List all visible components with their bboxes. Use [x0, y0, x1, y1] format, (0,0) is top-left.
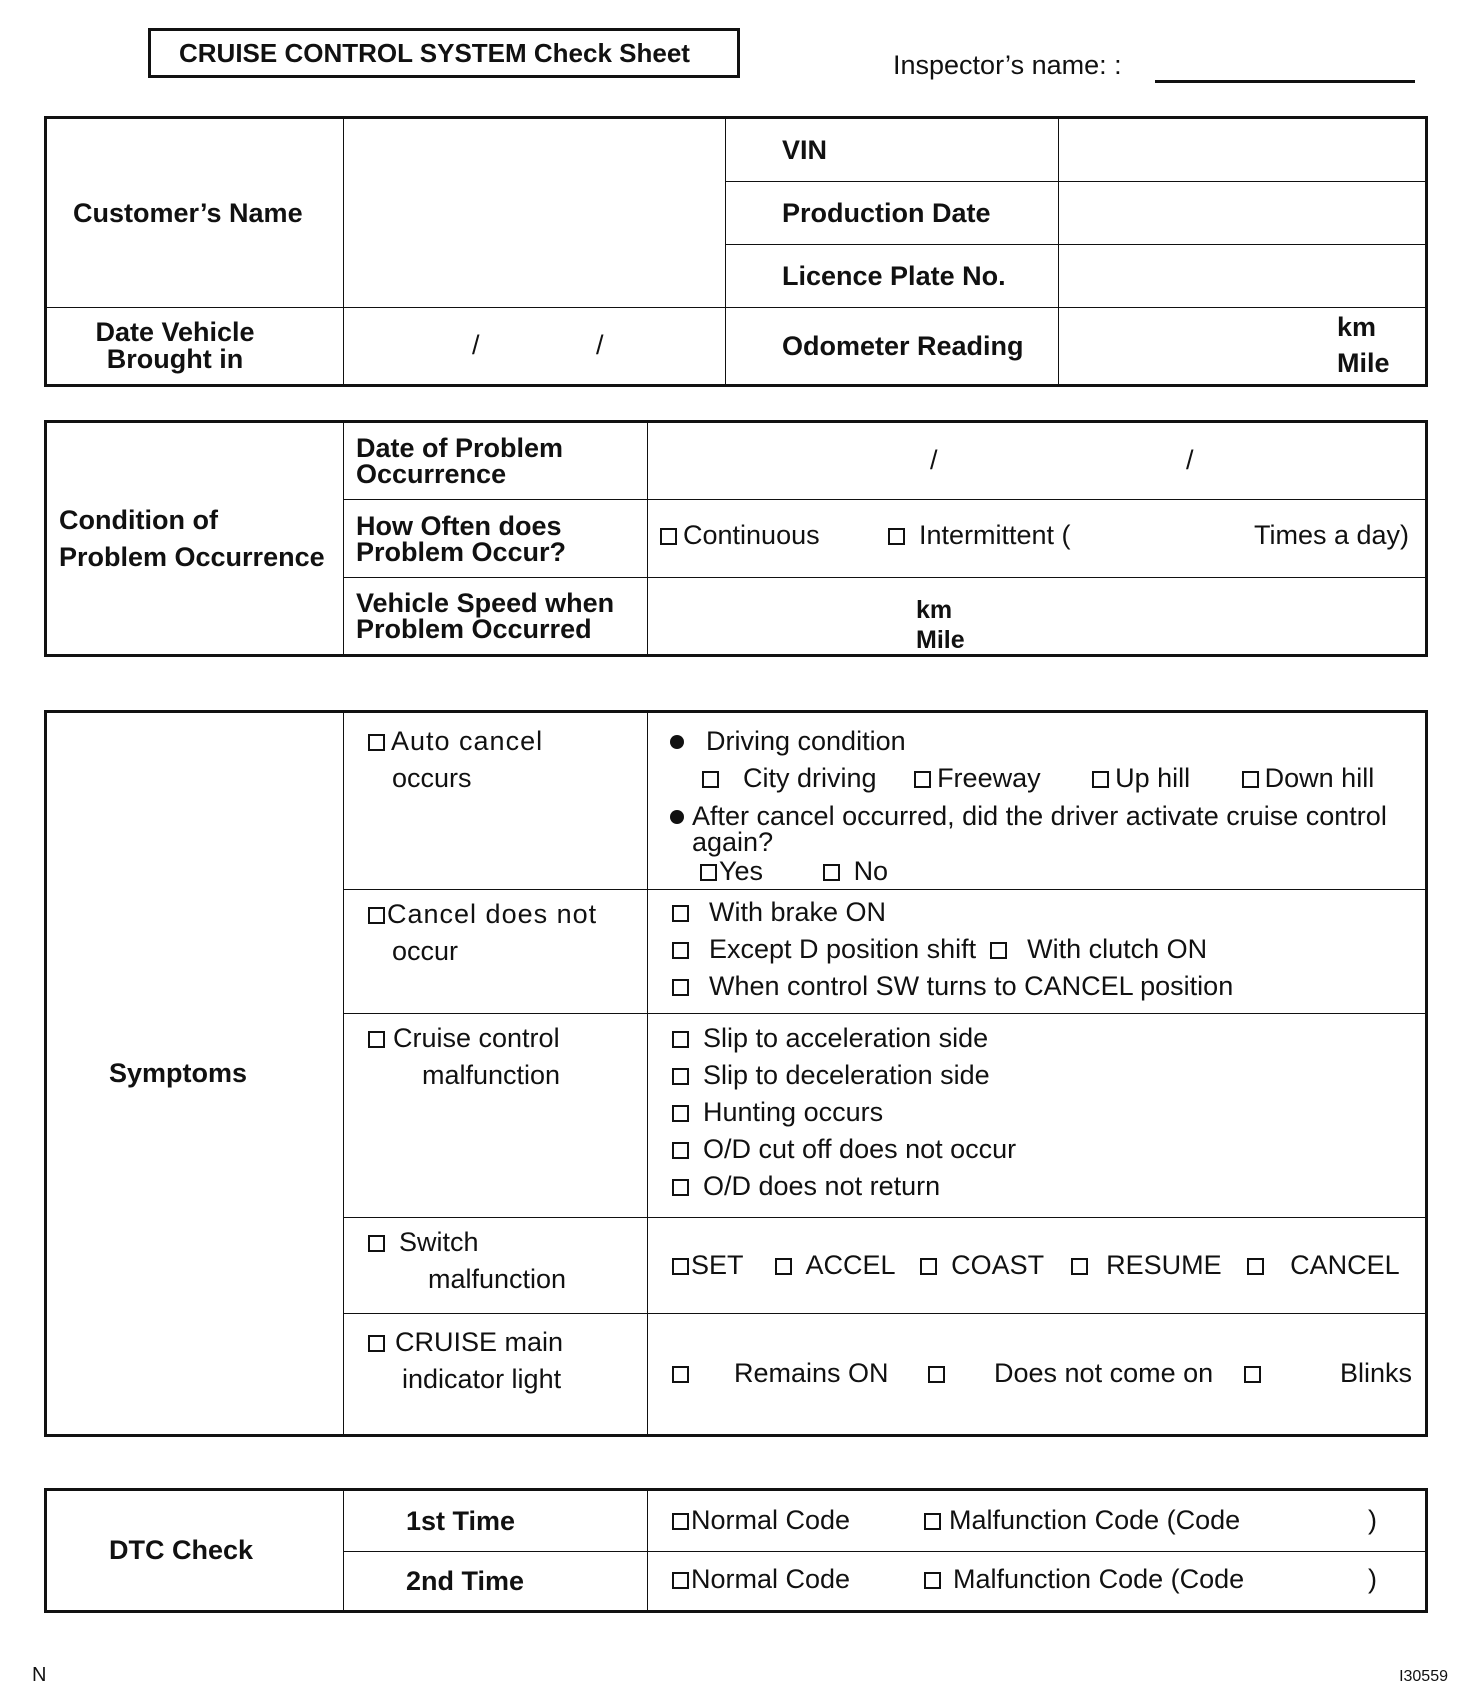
checkbox[interactable] — [823, 864, 840, 881]
dtc-check-table — [44, 1488, 1428, 1613]
checkbox[interactable] — [924, 1513, 941, 1530]
checkbox[interactable] — [368, 1031, 385, 1048]
clutch-on-label: With clutch ON — [1027, 934, 1208, 964]
auto-cancel-label-line1: Auto cancel — [391, 726, 544, 756]
switch-malfunction-option[interactable] — [344, 1218, 648, 1314]
checkbox[interactable] — [368, 1335, 385, 1352]
malfunction-code-option[interactable] — [924, 1564, 1244, 1595]
intermittent-option[interactable] — [888, 520, 1071, 551]
odometer-field[interactable] — [1059, 308, 1427, 386]
vin-field[interactable] — [1059, 118, 1427, 182]
cancel-not-occur-label-line2: occur — [392, 936, 459, 966]
switch-coast-label: COAST — [951, 1250, 1044, 1280]
production-date-label: Production Date — [726, 182, 1059, 245]
condition-label-line1: Condition of — [59, 504, 218, 535]
inspector-name-field[interactable] — [1155, 80, 1415, 83]
malfunction-code-option[interactable] — [924, 1505, 1240, 1536]
blinks-label: Blinks — [1340, 1358, 1413, 1388]
checkbox[interactable] — [672, 905, 689, 922]
switch-options — [648, 1218, 1427, 1314]
checkbox[interactable] — [672, 1068, 689, 1085]
remains-on-label: Remains ON — [734, 1358, 889, 1388]
od-return-label: O/D does not return — [703, 1171, 941, 1201]
checkbox[interactable] — [368, 1235, 385, 1252]
condition-label-line2: Problem Occurrence — [59, 541, 325, 572]
slip-decel-label: Slip to deceleration side — [703, 1060, 990, 1090]
indicator-light-option[interactable] — [344, 1314, 648, 1436]
checkbox[interactable] — [1071, 1258, 1088, 1275]
checkbox[interactable] — [702, 771, 719, 788]
cc-malfunction-label-line2: malfunction — [422, 1060, 561, 1090]
problem-date-label-line2: Occurrence — [356, 459, 507, 489]
dtc-first-time-options — [648, 1490, 1427, 1552]
checkbox[interactable] — [368, 907, 385, 924]
date-separator: / — [596, 330, 604, 360]
inspector-name-label: Inspector’s name: : — [893, 50, 1122, 80]
date-brought-label-line1: Date Vehicle — [95, 317, 255, 347]
how-often-label-line1: How Often does — [356, 510, 562, 541]
checkbox[interactable] — [928, 1366, 945, 1383]
production-date-field[interactable] — [1059, 182, 1427, 245]
speed-unit-km: km — [916, 596, 953, 624]
malfunction-code-label: Malfunction Code (Code — [949, 1505, 1241, 1535]
checkbox[interactable] — [914, 771, 931, 788]
date-separator: / — [472, 330, 480, 360]
date-separator: / — [1186, 445, 1194, 475]
switch-cancel-label: CANCEL — [1290, 1250, 1400, 1280]
problem-date-label — [344, 422, 648, 500]
customer-info-table — [44, 116, 1428, 387]
normal-code-label: Normal Code — [691, 1505, 851, 1535]
customer-name-field[interactable] — [344, 118, 726, 308]
how-often-field — [648, 500, 1427, 578]
continuous-label: Continuous — [683, 520, 820, 550]
checkbox[interactable] — [672, 1031, 689, 1048]
odometer-unit-mile: Mile — [1337, 348, 1390, 378]
customer-name-label: Customer’s Name — [46, 118, 344, 308]
bullet-icon — [670, 810, 684, 824]
up-hill-label: Up hill — [1115, 763, 1191, 793]
switch-set-label: SET — [691, 1250, 744, 1280]
after-cancel-question-line2: again? — [692, 827, 774, 857]
does-not-come-on-label: Does not come on — [994, 1358, 1214, 1388]
dtc-section-label: DTC Check — [46, 1490, 344, 1612]
hunting-label: Hunting occurs — [703, 1097, 884, 1127]
vehicle-speed-field[interactable] — [648, 578, 1427, 656]
sheet-title: CRUISE CONTROL SYSTEM Check Sheet — [148, 28, 740, 78]
symptoms-table — [44, 710, 1428, 1437]
checkbox[interactable] — [672, 1513, 689, 1530]
bullet-icon — [670, 735, 684, 749]
corner-letter: N — [32, 1664, 47, 1686]
licence-plate-field[interactable] — [1059, 245, 1427, 308]
date-separator: / — [930, 445, 938, 475]
checkbox[interactable] — [1092, 771, 1109, 788]
checkbox[interactable] — [368, 734, 385, 751]
checkbox[interactable] — [672, 1179, 689, 1196]
switch-malfunction-label-line2: malfunction — [428, 1264, 567, 1294]
switch-accel-label: ACCEL — [805, 1250, 895, 1280]
dtc-second-time-label: 2nd Time — [344, 1552, 648, 1612]
cancel-not-occur-details — [648, 890, 1427, 1014]
cancel-not-occur-label-line1: Cancel does not — [387, 899, 598, 929]
driving-condition-label: Driving condition — [706, 726, 906, 756]
after-cancel-question-line1: After cancel occurred, did the driver activate cruise control — [692, 801, 1387, 831]
checkbox[interactable] — [920, 1258, 937, 1275]
date-brought-label-line2: Brought in — [106, 344, 244, 374]
normal-code-option[interactable] — [672, 1564, 850, 1595]
date-brought-field[interactable] — [344, 308, 726, 386]
how-often-label — [344, 500, 648, 578]
except-d-shift-label: Except D position shift — [709, 934, 977, 964]
cancel-not-occur-option[interactable] — [344, 890, 648, 1014]
checkbox[interactable] — [672, 942, 689, 959]
figure-code: I30559 — [1399, 1668, 1448, 1685]
normal-code-option[interactable] — [672, 1505, 850, 1536]
malfunction-code-close: ) — [1368, 1505, 1377, 1535]
dtc-second-time-options — [648, 1552, 1427, 1612]
checkbox[interactable] — [672, 1105, 689, 1122]
cc-malfunction-option[interactable] — [344, 1014, 648, 1218]
odometer-label: Odometer Reading — [726, 308, 1059, 386]
intermittent-label: Intermittent ( — [919, 520, 1071, 550]
checkbox[interactable] — [888, 528, 905, 545]
checkbox[interactable] — [672, 1142, 689, 1159]
malfunction-code-label: Malfunction Code (Code — [953, 1564, 1245, 1594]
freeway-label: Freeway — [937, 763, 1041, 793]
od-cutoff-label: O/D cut off does not occur — [703, 1134, 1017, 1164]
continuous-option[interactable] — [660, 520, 820, 551]
indicator-light-label-line2: indicator light — [402, 1364, 562, 1394]
switch-malfunction-label-line1: Switch — [399, 1227, 479, 1257]
problem-date-field[interactable] — [648, 422, 1427, 500]
times-a-day-label: Times a day) — [1254, 520, 1410, 550]
switch-resume-label: RESUME — [1106, 1250, 1222, 1280]
cc-malfunction-details — [648, 1014, 1427, 1218]
malfunction-code-close: ) — [1368, 1564, 1377, 1594]
licence-plate-label: Licence Plate No. — [726, 245, 1059, 308]
odometer-unit-km: km — [1337, 312, 1377, 342]
checkbox[interactable] — [700, 864, 717, 881]
how-often-label-line2: Problem Occur? — [356, 536, 567, 567]
vin-label: VIN — [726, 118, 1059, 182]
condition-section-label — [46, 422, 344, 656]
checkbox[interactable] — [672, 1258, 689, 1275]
vehicle-speed-label — [344, 578, 648, 656]
slip-accel-label: Slip to acceleration side — [703, 1023, 989, 1053]
auto-cancel-option[interactable] — [344, 712, 648, 890]
checkbox[interactable] — [660, 528, 677, 545]
checkbox[interactable] — [775, 1258, 792, 1275]
normal-code-label: Normal Code — [691, 1564, 851, 1594]
vehicle-speed-label-line2: Problem Occurred — [356, 614, 592, 644]
speed-unit-mile: Mile — [916, 626, 965, 654]
auto-cancel-label-line2: occurs — [392, 763, 472, 793]
checkbox[interactable] — [990, 942, 1007, 959]
down-hill-label: Down hill — [1264, 763, 1375, 793]
dtc-first-time-label: 1st Time — [344, 1490, 648, 1552]
yes-label: Yes — [719, 856, 764, 886]
checkbox[interactable] — [1242, 771, 1259, 788]
problem-date-label-line1: Date of Problem — [356, 433, 564, 463]
symptoms-section-label: Symptoms — [46, 712, 344, 1436]
condition-table — [44, 420, 1428, 657]
checkbox[interactable] — [672, 979, 689, 996]
checkbox[interactable] — [672, 1572, 689, 1589]
auto-cancel-details — [648, 712, 1427, 890]
city-driving-label: City driving — [743, 763, 877, 793]
checkbox[interactable] — [924, 1572, 941, 1589]
cc-malfunction-label-line1: Cruise control — [393, 1023, 560, 1053]
checkbox[interactable] — [1244, 1366, 1261, 1383]
indicator-light-label-line1: CRUISE main — [395, 1327, 564, 1357]
checkbox[interactable] — [1247, 1258, 1264, 1275]
brake-on-label: With brake ON — [709, 897, 887, 927]
checkbox[interactable] — [672, 1366, 689, 1383]
date-brought-label — [46, 308, 344, 386]
no-label: No — [853, 856, 889, 886]
control-sw-cancel-label: When control SW turns to CANCEL position — [709, 971, 1234, 1001]
indicator-light-options — [648, 1314, 1427, 1436]
vehicle-speed-label-line1: Vehicle Speed when — [356, 588, 615, 618]
